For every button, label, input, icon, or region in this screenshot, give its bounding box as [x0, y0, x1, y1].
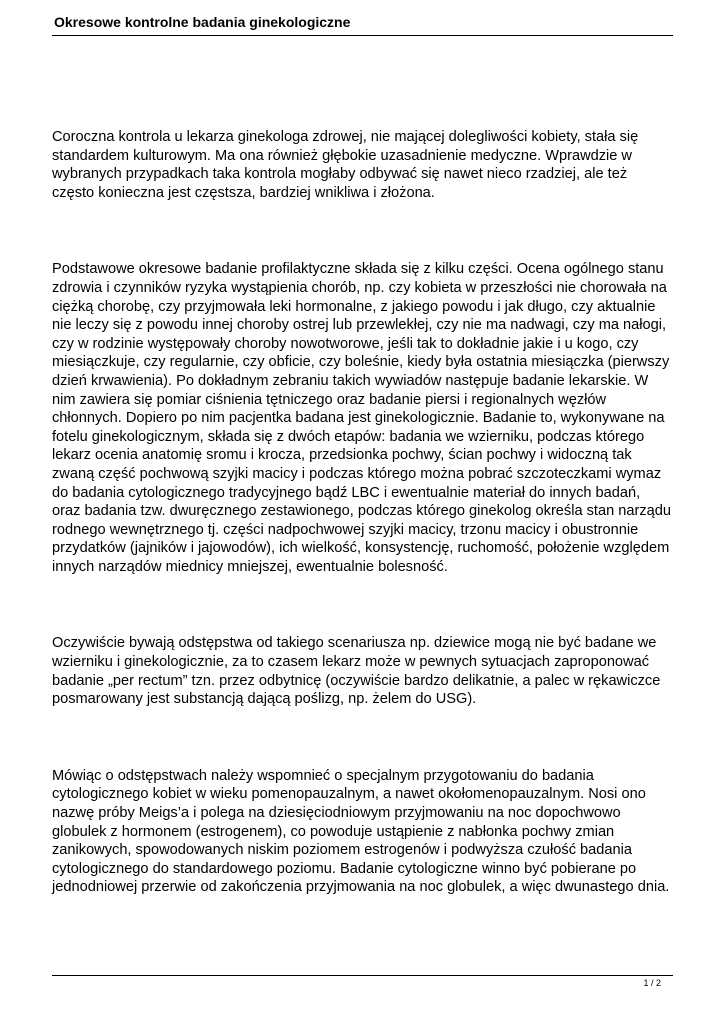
- paragraph-meigs-test: Mówiąc o odstępstwach należy wspomnieć o specjalnym przygotowaniu do badania cytologicznego kobiet w wieku pomenopauzalnym, a nawet okołomenopauzalnym. Nosi ono nazwę próby Meigs’a i polega na dziesięciodniowym przyjmowaniu na noc dopochwowo globulek z hormonem (estrogenem), co powoduje ustąpienie z nabłonka pochwy zmian zanikowych, spowodowanych niskim poziomem estrogenów i podwyższa czułość badania cytologicznego do standardowego poziomu. Badanie cytologiczne winno być pobierane po jednodniowej przerwie od zakończenia przyjmowania na noc globulek, a więc dwunastego dnia.: [52, 767, 670, 896]
- paragraph-exceptions: Oczywiście bywają odstępstwa od takiego scenariusza np. dziewice mogą nie być badane we wzierniku i ginekologicznie, za to czasem lekarz może w pewnych sytuacjach zaproponować badanie „per rectum” tzn. przez odbytnicę (oczywiście bardzo delikatnie, a palec w rękawiczce posmarowany jest substancją dającą poślizg, np. żelem do USG).: [52, 635, 661, 708]
- page-header: [52, 10, 673, 36]
- paragraph-annual-checkup: Coroczna kontrola u lekarza ginekologa zdrowej, nie mającej dolegliwości kobiety, stała się standardem kulturowym. Ma ona również głębokie uzasadnienie medyczne. Wprawdzie w wybranych przypadkach taka kontrola mogłaby odbywać się nawet nieco rzadziej, ale też często konieczna jest częstsza, bardziej wnikliwa i złożona.: [52, 129, 639, 201]
- page-title: Okresowe kontrolne badania ginekologiczne: [54, 14, 351, 30]
- paragraph-basic-exam: Podstawowe okresowe badanie profilaktyczne składa się z kilku części. Ocena ogólnego stanu zdrowia i czynników ryzyka wystąpienia chorób, np. czy kobieta w przeszłości nie chorowała na ciężką chorobę, czy przyjmowała leki hormonalne, z jakiego powodu i jak długo, czy aktualnie nie leczy się z powodu innej choroby ostrej lub przewlekłej, czy nie ma nadwagi, czy ma nałogi, czy w rodzinie występowały choroby nowotworowe, jeśli tak to dokładnie jakie i u kogo, czy miesiączkuje, czy regularnie, czy obficie, czy boleśnie, kiedy była ostatnia miesiączka (pierwszy dzień krwawienia). Po dokładnym zebraniu takich wywiadów następuje badanie lekarskie. W nim zawiera się pomiar ciśnienia tętniczego oraz badanie piersi i regionalnych węzłów chłonnych. Dopiero po nim pacjentka badana jest ginekologicznie. Badanie to, wykonywane na fotelu ginekologicznym, składa się z dwóch etapów: badania we wzierniku, podczas którego lekarz ocenia anatomię sromu i krocza, przedsionka pochwy, ścian pochwy i widoczną tak zwaną część pochwową szyjki macicy i podczas którego można pobrać szczoteczkami wymaz do badania cytologicznego tradycyjnego bądź LBC i ewentualnie materiał do innych badań, oraz badania tzw. dwuręcznego zestawionego, podczas którego ginekolog określa stan narządu rodnego wewnętrznego tj. części nadpochwowej szyjki macicy, trzonu macicy i obustronnie przydatków (jajników i jajowodów), ich wielkość, konsystencję, ruchomość, położenie względem innych narządów miednicy mniejszej, ewentualnie bolesność.: [52, 261, 672, 575]
- page-footer: [52, 975, 673, 988]
- page-number: 1 / 2: [643, 978, 661, 988]
- document-body: [52, 128, 675, 897]
